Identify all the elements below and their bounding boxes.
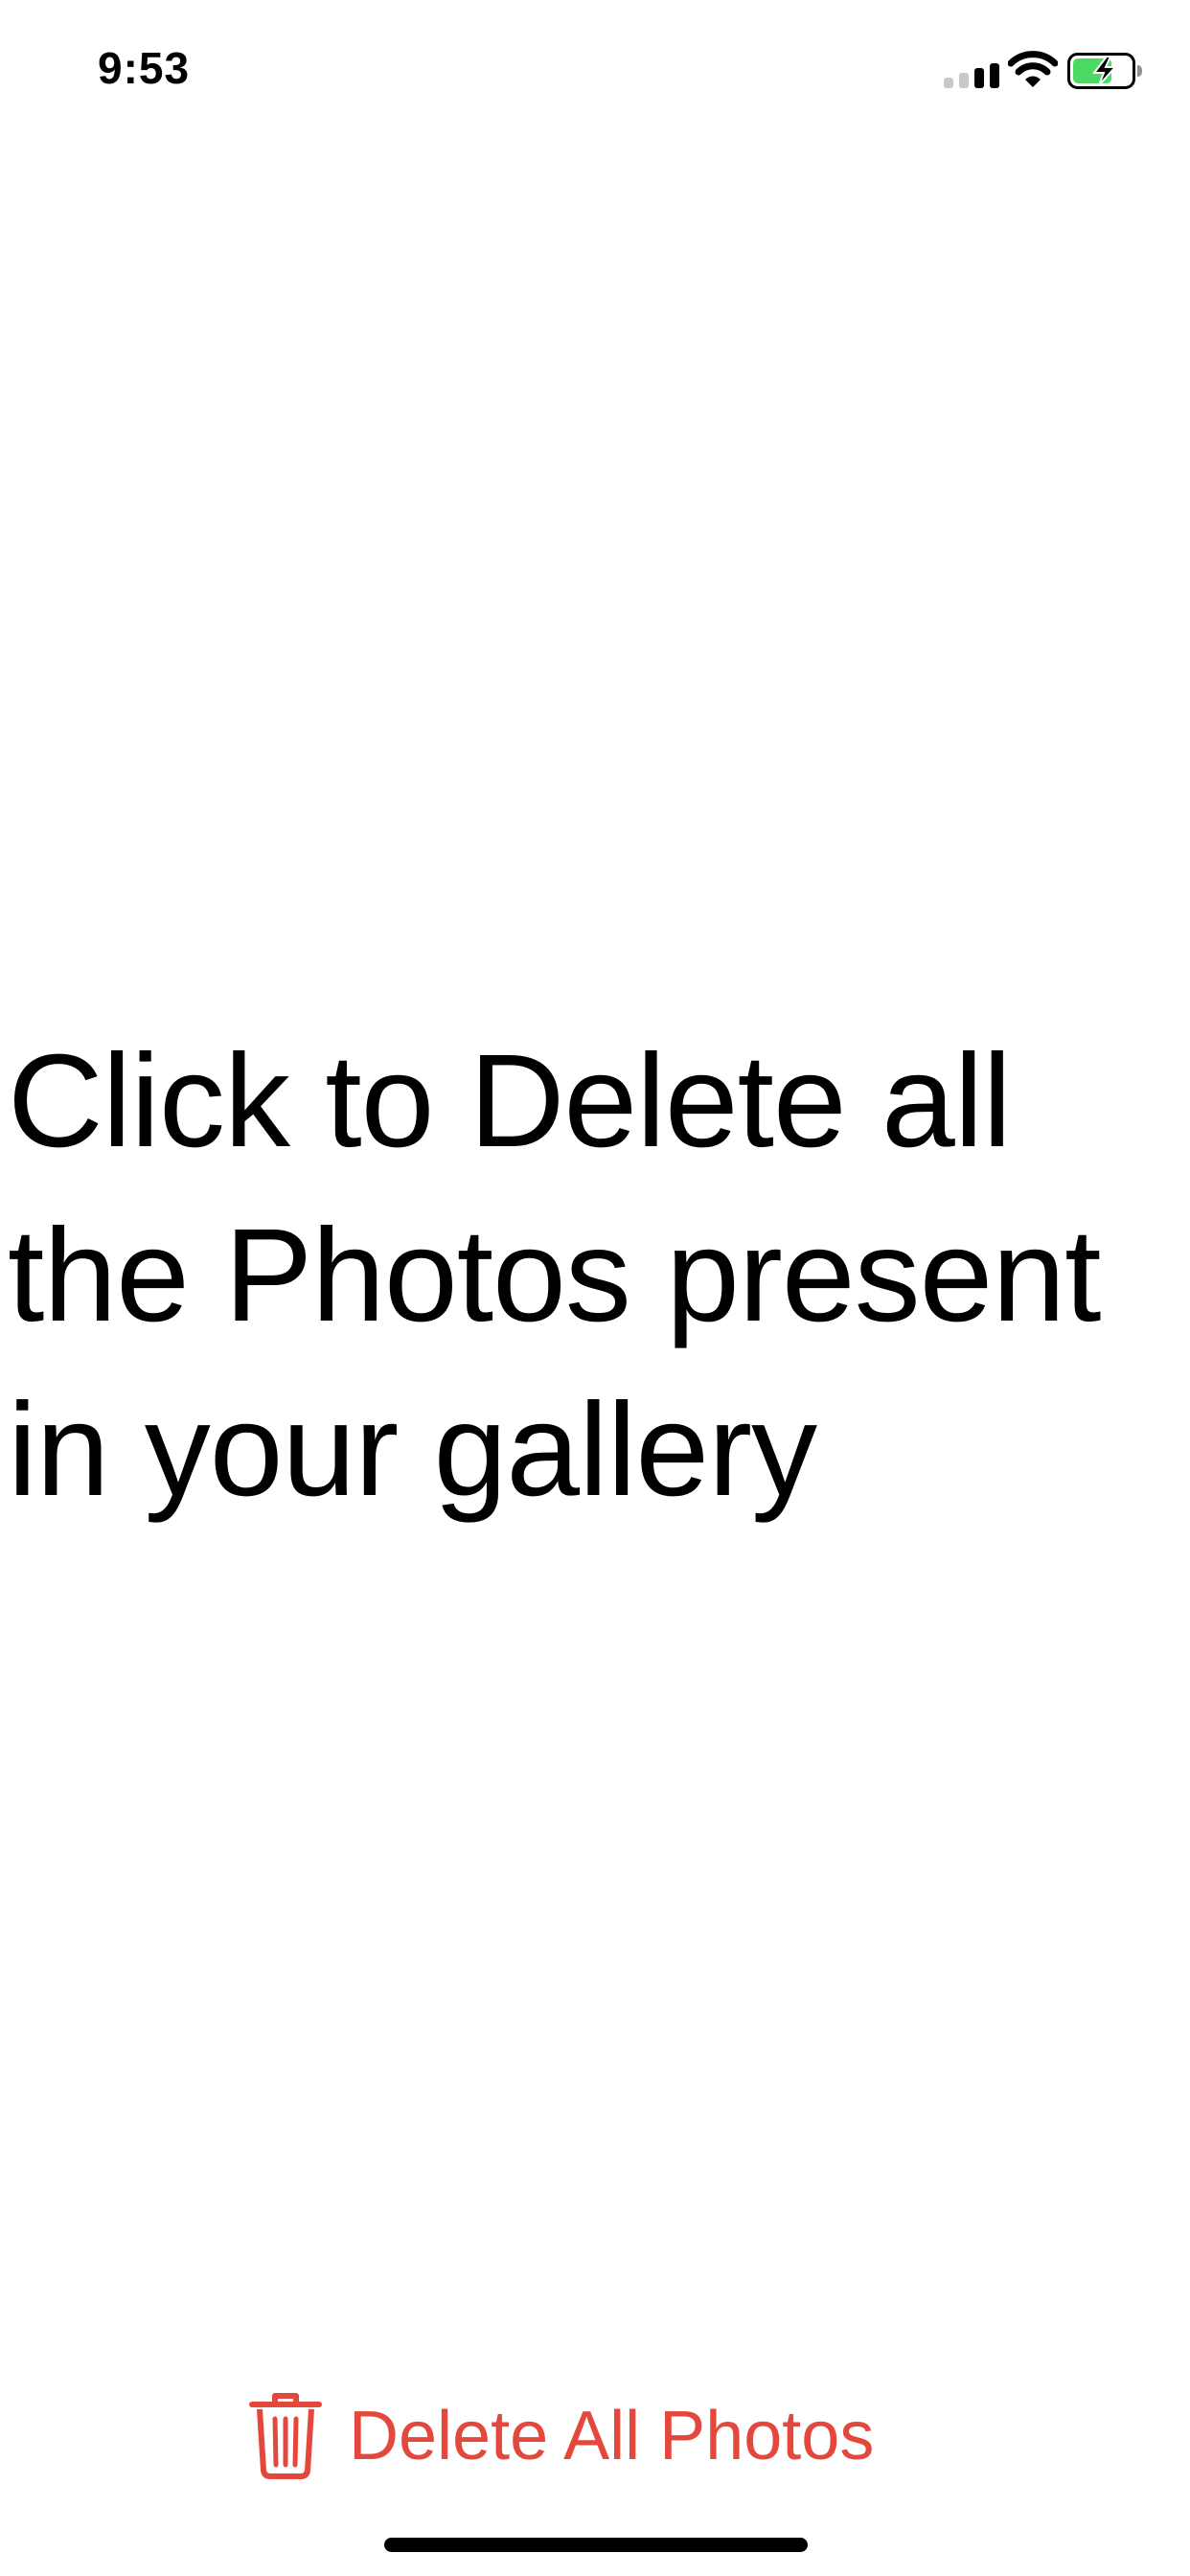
delete-all-photos-label: Delete All Photos <box>349 2398 875 2474</box>
trash-icon <box>249 2392 322 2480</box>
cellular-signal-icon <box>944 63 999 88</box>
home-indicator[interactable] <box>384 2538 808 2552</box>
wifi-icon <box>1008 50 1058 88</box>
status-time: 9:53 <box>98 43 191 93</box>
status-bar <box>0 0 1190 134</box>
instruction-message: Click to Delete all the Photos present in your gallery <box>8 1027 1101 1524</box>
battery-charging-icon <box>1067 53 1144 89</box>
delete-all-photos-button[interactable] <box>249 2386 874 2486</box>
